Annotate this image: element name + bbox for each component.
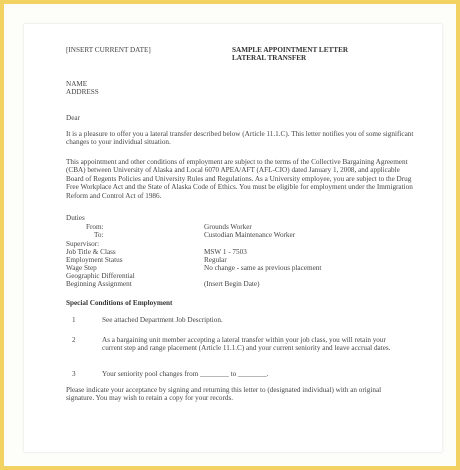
condition-text-3: Your seniority pool changes from ________ to ________. bbox=[102, 370, 269, 378]
date-placeholder: [INSERT CURRENT DATE] bbox=[66, 46, 151, 54]
wage-step-label: Wage Step bbox=[66, 264, 97, 272]
condition-number-2: 2 bbox=[72, 336, 76, 344]
closing-paragraph: Please indicate your acceptance by signing and returning this letter to (designated individual) with an original signature. You may wish to retain a copy for your records. bbox=[66, 386, 382, 403]
paragraph-terms: This appointment and other conditions of employment are subject to the terms of the Collective Bargaining Agreement (CBA) between University of Alaska and Local 6070 APEA/AFT (AFL-CIO) dated January 1, 2008, and applicable Board of Regents Policies and University Rules and Regulations. As a University employee, you are subject to the Drug Free Workplace Act and the State of Alaska Code of Ethics. You must be eligible for employment under the Immigration Reform and Control Act of 1986. bbox=[66, 158, 413, 200]
employment-status-label: Employment Status bbox=[66, 256, 123, 264]
special-conditions-heading: Special Conditions of Employment bbox=[66, 299, 173, 307]
job-title-label: Job Title & Class bbox=[66, 248, 116, 256]
geographic-differential-label: Geographic Differential bbox=[66, 272, 135, 280]
paragraph-intro: It is a pleasure to offer you a lateral transfer described below (Article 11.1.C). This letter notifies you of some significant changes to your individual situation. bbox=[66, 130, 414, 147]
condition-number-3: 3 bbox=[72, 370, 76, 378]
recipient-name: NAME bbox=[66, 80, 88, 88]
condition-number-1: 1 bbox=[72, 316, 76, 324]
from-label: From: bbox=[86, 223, 104, 231]
letter-title-line2: LATERAL TRANSFER bbox=[232, 54, 307, 62]
recipient-address: ADDRESS bbox=[66, 88, 99, 96]
condition-text-1: See attached Department Job Description. bbox=[102, 316, 223, 324]
duties-label: Duties bbox=[66, 214, 85, 222]
beginning-assignment-label: Beginning Assignment bbox=[66, 280, 132, 288]
to-value: Custodian Maintenance Worker bbox=[204, 231, 296, 239]
employment-status-value: Regular bbox=[204, 256, 227, 264]
job-title-value: MSW 1 - 7503 bbox=[204, 248, 247, 256]
wage-step-value: No change - same as previous placement bbox=[204, 264, 322, 272]
condition-text-2: As a bargaining unit member accepting a lateral transfer within your job class, you will retain your current step and range placement (Article 11.1.C) and your current seniority and leave accrual dates. bbox=[102, 336, 391, 353]
salutation: Dear bbox=[66, 114, 80, 122]
letter-title-line1: SAMPLE APPOINTMENT LETTER bbox=[232, 46, 349, 54]
from-value: Grounds Worker bbox=[204, 223, 252, 231]
to-label: To: bbox=[94, 231, 104, 239]
letter-page bbox=[24, 24, 442, 452]
supervisor-label: Supervisor: bbox=[66, 240, 100, 248]
beginning-assignment-value: (Insert Begin Date) bbox=[204, 280, 260, 288]
